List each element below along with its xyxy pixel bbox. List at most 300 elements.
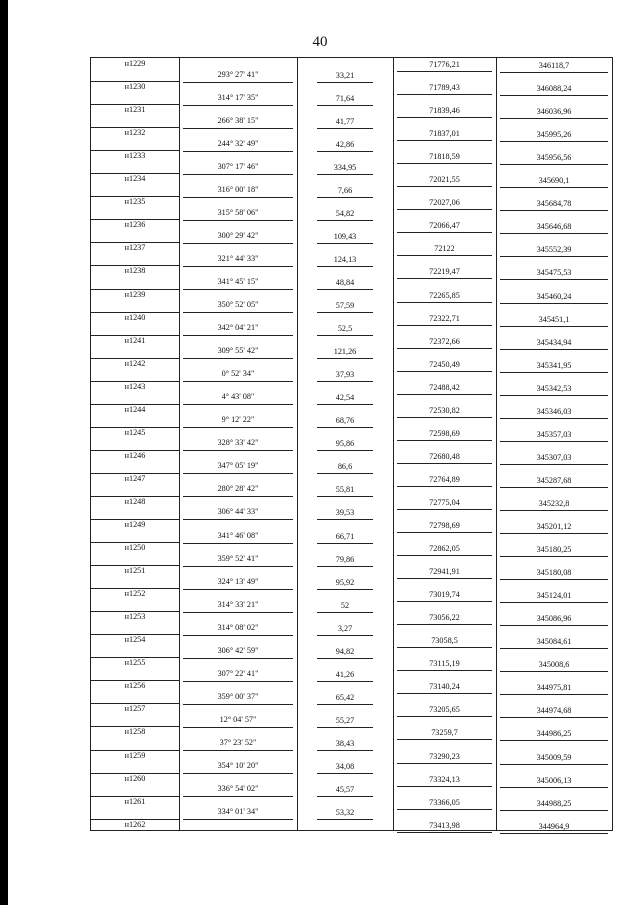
row-rule bbox=[500, 764, 608, 765]
coord-y: 345475,53 bbox=[536, 268, 572, 278]
bearing-angle: 12° 04' 57" bbox=[219, 714, 257, 724]
row-rule bbox=[91, 496, 179, 497]
coord-x: 73019,74 bbox=[429, 590, 460, 600]
bearing-angle: 341° 46' 08" bbox=[217, 530, 259, 540]
row-rule bbox=[183, 450, 293, 451]
row-rule bbox=[500, 717, 608, 718]
coord-x: 73413,98 bbox=[429, 820, 460, 830]
row-rule bbox=[500, 648, 608, 649]
point-name: н1248 bbox=[124, 496, 146, 506]
row-rule bbox=[183, 82, 293, 83]
row-rule bbox=[317, 312, 373, 313]
row-rule bbox=[500, 625, 608, 626]
row-rule bbox=[91, 542, 179, 543]
row-rule bbox=[500, 72, 608, 73]
segment-distance: 33,21 bbox=[335, 70, 355, 80]
row-rule bbox=[317, 496, 373, 497]
coord-x: 73290,23 bbox=[429, 751, 460, 761]
row-rule bbox=[91, 289, 179, 290]
point-name: н1251 bbox=[124, 566, 146, 576]
point-name: н1256 bbox=[124, 681, 146, 691]
row-rule bbox=[317, 566, 373, 567]
row-rule bbox=[91, 81, 179, 82]
coord-y: 345995,26 bbox=[536, 130, 572, 140]
segment-distance: 65,42 bbox=[335, 692, 355, 702]
coord-x: 72941,91 bbox=[429, 567, 460, 577]
coord-y: 345009,59 bbox=[536, 752, 572, 762]
row-rule bbox=[183, 473, 293, 474]
row-rule bbox=[500, 418, 608, 419]
segment-distance: 57,59 bbox=[335, 301, 355, 310]
row-rule bbox=[317, 243, 373, 244]
row-rule bbox=[500, 187, 608, 188]
row-rule bbox=[397, 463, 492, 464]
row-rule bbox=[91, 703, 179, 704]
coord-y: 345460,24 bbox=[536, 291, 572, 301]
bearing-angle: 307° 17' 46" bbox=[217, 161, 259, 171]
row-rule bbox=[397, 394, 492, 395]
row-rule bbox=[317, 658, 373, 659]
row-rule bbox=[91, 242, 179, 243]
row-rule bbox=[317, 704, 373, 705]
row-rule bbox=[500, 326, 608, 327]
coord-y: 344988,25 bbox=[536, 798, 572, 808]
row-rule bbox=[397, 578, 492, 579]
bearing-angle: 37° 23' 52" bbox=[219, 737, 257, 747]
coord-x: 71789,43 bbox=[429, 83, 460, 93]
row-rule bbox=[500, 464, 608, 465]
bearing-angle: 315° 58' 06" bbox=[217, 207, 259, 217]
row-rule bbox=[183, 727, 293, 728]
point-name: н1254 bbox=[124, 635, 146, 645]
segment-distance: 42,86 bbox=[335, 139, 355, 149]
row-rule bbox=[183, 197, 293, 198]
segment-distance: 95,86 bbox=[335, 439, 355, 449]
bearing-angle: 244° 32' 49" bbox=[217, 138, 259, 148]
segment-distance: 68,76 bbox=[335, 416, 355, 426]
bearing-angle: 321° 44' 33" bbox=[217, 253, 259, 263]
row-rule bbox=[183, 174, 293, 175]
point-name: н1242 bbox=[124, 358, 146, 368]
row-rule bbox=[317, 404, 373, 405]
row-rule bbox=[317, 773, 373, 774]
bearing-angle: 300° 29' 42" bbox=[217, 230, 259, 240]
row-rule bbox=[397, 601, 492, 602]
row-rule bbox=[500, 256, 608, 257]
row-rule bbox=[317, 450, 373, 451]
row-rule bbox=[317, 82, 373, 83]
row-rule bbox=[397, 716, 492, 717]
row-rule bbox=[500, 694, 608, 695]
row-rule bbox=[91, 750, 179, 751]
row-rule bbox=[397, 509, 492, 510]
row-rule bbox=[183, 289, 293, 290]
row-rule bbox=[500, 740, 608, 741]
point-name: н1244 bbox=[124, 404, 146, 414]
coord-x: 72265,85 bbox=[429, 290, 460, 300]
row-rule bbox=[500, 487, 608, 488]
row-rule bbox=[397, 417, 492, 418]
row-rule bbox=[183, 496, 293, 497]
row-rule bbox=[317, 289, 373, 290]
row-rule bbox=[91, 404, 179, 405]
bearing-angle: 306° 42' 59" bbox=[217, 645, 259, 655]
row-rule bbox=[500, 349, 608, 350]
point-name: н1250 bbox=[124, 543, 146, 553]
row-rule bbox=[317, 796, 373, 797]
row-rule bbox=[397, 302, 492, 303]
coord-y: 345180,25 bbox=[536, 545, 572, 555]
coord-y: 345201,12 bbox=[536, 522, 572, 531]
row-rule bbox=[91, 680, 179, 681]
point-name: н1232 bbox=[124, 128, 146, 138]
point-name: н1229 bbox=[124, 59, 146, 68]
row-rule bbox=[397, 809, 492, 810]
row-rule bbox=[397, 693, 492, 694]
coord-x: 72066,47 bbox=[429, 221, 460, 231]
row-rule bbox=[91, 104, 179, 105]
row-rule bbox=[397, 624, 492, 625]
row-rule bbox=[397, 647, 492, 648]
bearing-angle: 309° 55' 42" bbox=[217, 346, 259, 356]
coord-x: 72021,55 bbox=[429, 175, 460, 185]
row-rule bbox=[183, 105, 293, 106]
row-rule bbox=[500, 510, 608, 511]
segment-distance: 334,95 bbox=[333, 162, 357, 172]
row-rule bbox=[183, 681, 293, 682]
row-rule bbox=[91, 312, 179, 313]
row-rule bbox=[91, 173, 179, 174]
segment-distance: 95,92 bbox=[335, 577, 355, 587]
row-rule bbox=[183, 750, 293, 751]
segment-distance: 71,64 bbox=[335, 93, 355, 103]
row-rule bbox=[317, 128, 373, 129]
coord-y: 345006,13 bbox=[536, 775, 572, 785]
coord-x: 72680,48 bbox=[429, 451, 460, 461]
row-rule bbox=[317, 358, 373, 359]
coord-y: 345552,39 bbox=[536, 245, 572, 255]
row-rule bbox=[183, 427, 293, 428]
bearing-angle: 359° 00' 37" bbox=[217, 691, 259, 701]
row-rule bbox=[183, 404, 293, 405]
bearing-angle: 328° 33' 42" bbox=[217, 438, 259, 448]
row-rule bbox=[317, 381, 373, 382]
coord-y: 345008,6 bbox=[538, 660, 570, 670]
bearing-angle: 314° 33' 21" bbox=[217, 599, 259, 609]
point-name: н1230 bbox=[124, 82, 146, 92]
coord-y: 345451,1 bbox=[538, 314, 570, 324]
row-rule bbox=[397, 555, 492, 556]
bearing-angle: 316° 00' 18" bbox=[217, 184, 259, 194]
bearing-angle: 342° 04' 21" bbox=[217, 323, 259, 333]
row-rule bbox=[183, 358, 293, 359]
segment-distance: 42,54 bbox=[335, 393, 355, 403]
row-rule bbox=[317, 335, 373, 336]
row-rule bbox=[397, 140, 492, 141]
coord-y: 346036,96 bbox=[536, 107, 572, 117]
row-rule bbox=[183, 266, 293, 267]
row-rule bbox=[500, 303, 608, 304]
point-name: н1260 bbox=[124, 773, 146, 783]
row-rule bbox=[500, 533, 608, 534]
row-rule bbox=[500, 810, 608, 811]
row-rule bbox=[183, 519, 293, 520]
row-rule bbox=[183, 612, 293, 613]
row-rule bbox=[317, 681, 373, 682]
row-rule bbox=[91, 450, 179, 451]
row-rule bbox=[183, 773, 293, 774]
row-rule bbox=[397, 763, 492, 764]
point-name: н1261 bbox=[124, 796, 146, 806]
segment-distance: 45,57 bbox=[335, 785, 355, 795]
row-rule bbox=[500, 579, 608, 580]
row-rule bbox=[500, 833, 608, 834]
row-rule bbox=[397, 440, 492, 441]
row-rule bbox=[397, 348, 492, 349]
row-rule bbox=[317, 174, 373, 175]
coord-x: 71818,59 bbox=[429, 152, 460, 162]
row-rule bbox=[183, 566, 293, 567]
segment-distance: 94,82 bbox=[335, 646, 355, 656]
bearing-angle: 280° 28' 42" bbox=[217, 484, 259, 494]
point-name: н1233 bbox=[124, 151, 146, 161]
row-rule bbox=[91, 381, 179, 382]
row-rule bbox=[397, 186, 492, 187]
row-rule bbox=[91, 196, 179, 197]
bearing-angle: 306° 44' 33" bbox=[217, 507, 259, 517]
coordinates-table bbox=[90, 57, 613, 831]
point-name: н1259 bbox=[124, 750, 146, 760]
row-rule bbox=[91, 819, 179, 820]
point-name: н1249 bbox=[124, 520, 146, 529]
coord-y: 345307,03 bbox=[536, 452, 572, 462]
segment-distance: 124,13 bbox=[333, 254, 357, 264]
page-number: 40 bbox=[312, 34, 328, 50]
coord-y: 344975,81 bbox=[536, 683, 572, 693]
row-rule bbox=[500, 279, 608, 280]
row-rule bbox=[183, 220, 293, 221]
bearing-angle: 0° 52' 34" bbox=[221, 369, 255, 379]
coord-x: 72764,89 bbox=[429, 474, 460, 484]
point-name: н1238 bbox=[124, 266, 146, 276]
segment-distance: 34,08 bbox=[335, 762, 355, 771]
row-rule bbox=[397, 163, 492, 164]
coord-x: 73140,24 bbox=[429, 682, 460, 692]
segment-distance: 52,5 bbox=[337, 324, 353, 334]
row-rule bbox=[183, 589, 293, 590]
point-name: н1246 bbox=[124, 450, 146, 460]
row-rule bbox=[397, 786, 492, 787]
row-rule bbox=[317, 612, 373, 613]
coord-y: 346088,24 bbox=[536, 84, 572, 94]
point-name: н1247 bbox=[124, 473, 146, 483]
row-rule bbox=[91, 358, 179, 359]
segment-distance: 52 bbox=[340, 600, 350, 610]
coord-x: 72219,47 bbox=[429, 267, 460, 277]
bearing-angle: 350° 52' 05" bbox=[217, 300, 259, 309]
row-rule bbox=[500, 441, 608, 442]
row-rule bbox=[500, 95, 608, 96]
point-name: н1241 bbox=[124, 335, 146, 345]
row-rule bbox=[317, 266, 373, 267]
coord-x: 72372,66 bbox=[429, 336, 460, 346]
row-rule bbox=[500, 556, 608, 557]
coord-y: 344964,9 bbox=[538, 821, 570, 831]
row-rule bbox=[91, 565, 179, 566]
row-rule bbox=[397, 71, 492, 72]
row-rule bbox=[500, 210, 608, 211]
row-rule bbox=[317, 750, 373, 751]
coord-y: 345232,8 bbox=[538, 498, 570, 508]
row-rule bbox=[91, 796, 179, 797]
bearing-angle: 336° 54' 02" bbox=[217, 784, 259, 794]
row-rule bbox=[91, 335, 179, 336]
row-rule bbox=[183, 819, 293, 820]
row-rule bbox=[183, 543, 293, 544]
row-rule bbox=[397, 94, 492, 95]
coord-y: 345287,68 bbox=[536, 475, 572, 485]
coord-x: 72122 bbox=[434, 244, 455, 254]
point-name: н1253 bbox=[124, 612, 146, 622]
point-name: н1235 bbox=[124, 197, 146, 207]
coord-x: 71776,21 bbox=[429, 60, 460, 69]
coord-x: 72862,05 bbox=[429, 544, 460, 554]
coord-y: 344986,25 bbox=[536, 729, 572, 739]
bearing-angle: 293° 27' 41" bbox=[217, 69, 259, 79]
row-rule bbox=[500, 164, 608, 165]
coord-x: 73205,65 bbox=[429, 705, 460, 715]
row-rule bbox=[317, 197, 373, 198]
row-rule bbox=[91, 265, 179, 266]
segment-distance: 7,66 bbox=[337, 185, 353, 195]
coord-y: 344974,68 bbox=[536, 706, 572, 716]
point-name: н1236 bbox=[124, 220, 146, 230]
coord-y: 345342,53 bbox=[536, 383, 572, 393]
row-rule bbox=[317, 151, 373, 152]
row-rule bbox=[317, 543, 373, 544]
row-rule bbox=[397, 670, 492, 671]
coord-y: 345341,95 bbox=[536, 360, 572, 370]
row-rule bbox=[317, 427, 373, 428]
row-rule bbox=[397, 117, 492, 118]
coord-y: 345346,03 bbox=[536, 406, 572, 416]
coord-x: 72488,42 bbox=[429, 382, 460, 392]
coord-x: 72598,69 bbox=[429, 428, 460, 438]
segment-distance: 55,27 bbox=[335, 715, 355, 725]
coord-y: 345180,08 bbox=[536, 568, 572, 578]
bearing-angle: 314° 17' 35" bbox=[217, 92, 259, 102]
row-rule bbox=[91, 657, 179, 658]
segment-distance: 54,82 bbox=[335, 208, 355, 218]
row-rule bbox=[500, 372, 608, 373]
row-rule bbox=[91, 634, 179, 635]
row-rule bbox=[91, 219, 179, 220]
row-rule bbox=[317, 635, 373, 636]
coord-x: 71837,01 bbox=[429, 129, 460, 139]
row-rule bbox=[397, 325, 492, 326]
row-rule bbox=[397, 739, 492, 740]
point-name: н1243 bbox=[124, 381, 146, 391]
point-name: н1239 bbox=[124, 289, 146, 299]
row-rule bbox=[397, 255, 492, 256]
row-rule bbox=[91, 127, 179, 128]
row-rule bbox=[317, 589, 373, 590]
segment-distance: 41,77 bbox=[335, 116, 355, 126]
segment-distance: 79,86 bbox=[335, 554, 355, 564]
row-rule bbox=[397, 371, 492, 372]
row-rule bbox=[317, 727, 373, 728]
segment-distance: 53,32 bbox=[335, 808, 355, 818]
row-rule bbox=[91, 427, 179, 428]
row-rule bbox=[500, 118, 608, 119]
segment-distance: 38,43 bbox=[335, 738, 355, 748]
bearing-angle: 347° 05' 19" bbox=[217, 461, 259, 471]
row-rule bbox=[91, 773, 179, 774]
bearing-angle: 9° 12' 22" bbox=[221, 415, 255, 425]
row-rule bbox=[397, 832, 492, 833]
coord-x: 72322,71 bbox=[429, 313, 460, 323]
point-name: н1262 bbox=[124, 819, 146, 829]
coord-y: 345434,94 bbox=[536, 337, 572, 347]
point-name: н1255 bbox=[124, 658, 146, 668]
coord-y: 345956,56 bbox=[536, 153, 572, 163]
row-rule bbox=[91, 473, 179, 474]
bearing-angle: 341° 45' 15" bbox=[217, 276, 259, 286]
row-rule bbox=[500, 671, 608, 672]
segment-distance: 37,93 bbox=[335, 370, 355, 380]
coord-x: 72027,06 bbox=[429, 198, 460, 208]
row-rule bbox=[397, 278, 492, 279]
row-rule bbox=[183, 335, 293, 336]
coord-x: 73259,7 bbox=[431, 728, 458, 738]
row-rule bbox=[500, 233, 608, 234]
point-name: н1258 bbox=[124, 727, 146, 737]
coord-y: 345684,78 bbox=[536, 199, 572, 209]
row-rule bbox=[91, 726, 179, 727]
scan-edge-bar bbox=[0, 0, 8, 905]
coord-x: 72530,82 bbox=[429, 405, 460, 415]
row-rule bbox=[91, 150, 179, 151]
segment-distance: 109,43 bbox=[333, 231, 357, 241]
coord-y: 345646,68 bbox=[536, 222, 572, 232]
bearing-angle: 354° 10' 20" bbox=[217, 761, 259, 770]
bearing-angle: 4° 43' 08" bbox=[221, 392, 255, 402]
row-rule bbox=[317, 819, 373, 820]
row-rule bbox=[183, 796, 293, 797]
segment-distance: 121,26 bbox=[333, 347, 357, 357]
coord-x: 71839,46 bbox=[429, 106, 460, 116]
row-rule bbox=[397, 209, 492, 210]
row-rule bbox=[317, 473, 373, 474]
row-rule bbox=[317, 105, 373, 106]
point-name: н1252 bbox=[124, 589, 146, 599]
coord-x: 72450,49 bbox=[429, 359, 460, 369]
segment-distance: 41,26 bbox=[335, 669, 355, 679]
coord-y: 345690,1 bbox=[538, 176, 570, 186]
coord-x: 73058,5 bbox=[431, 636, 458, 646]
row-rule bbox=[183, 128, 293, 129]
row-rule bbox=[397, 232, 492, 233]
segment-distance: 66,71 bbox=[335, 531, 355, 541]
segment-distance: 55,81 bbox=[335, 485, 355, 495]
point-name: н1234 bbox=[124, 174, 146, 184]
row-rule bbox=[91, 611, 179, 612]
point-name: н1245 bbox=[124, 427, 146, 437]
row-rule bbox=[397, 532, 492, 533]
row-rule bbox=[317, 519, 373, 520]
segment-distance: 39,53 bbox=[335, 508, 355, 518]
coord-y: 345086,96 bbox=[536, 614, 572, 624]
